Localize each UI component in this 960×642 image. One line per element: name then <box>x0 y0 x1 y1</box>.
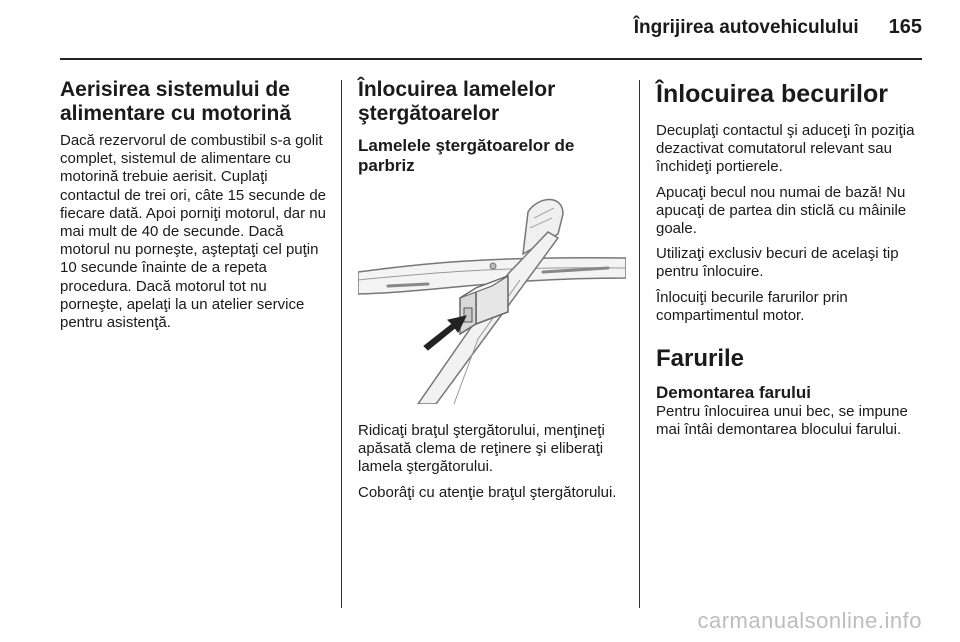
section-heading-bulbs: Înlocuirea becurilor <box>656 80 889 108</box>
section-heading-wiper <box>358 78 626 126</box>
column-divider-1 <box>341 80 342 608</box>
subheading-line: parbriz <box>358 156 415 175</box>
heading-line: ştergătoarelor <box>358 102 500 125</box>
bulbs-paragraph-1: Decuplaţi contactul şi aduceţi în poziţia dezactivat comutatorul relevant sau închideţi portierele. <box>656 122 915 176</box>
headlight-paragraph: Pentru înlocuirea unui bec, se impune mai întâi demontarea blocului farului. <box>656 403 908 439</box>
bulbs-paragraph-4: Înlocuiţi becurile farurilor prin compartimentul motor. <box>656 288 848 324</box>
watermark: carmanualsonline.info <box>697 608 922 633</box>
running-title: Îngrijirea autovehiculului <box>633 17 859 38</box>
column-3 <box>656 78 924 446</box>
wiper-illustration <box>358 194 626 404</box>
wiper-step-2: Coborâţi cu atenţie braţul ştergătorului. <box>358 483 617 501</box>
wiper-step-1: Ridicaţi braţul ştergătorului, menţineţi apăsată clema de reţinere şi eliberaţi lamela ştergătorului. <box>358 422 605 476</box>
column-divider-2 <box>639 80 640 608</box>
subheading-windscreen-blades <box>358 136 626 176</box>
page-header <box>634 16 922 39</box>
subheading-headlight-removal: Demontarea farului <box>656 383 811 403</box>
heading-line: alimentare cu motorină <box>60 102 292 125</box>
page-number: 165 <box>888 16 922 38</box>
heading-line: Aerisirea sistemului de <box>60 78 290 101</box>
bulbs-paragraph-3: Utilizaţi exclusiv becuri de acelaşi tip pentru înlocuire. <box>656 245 899 281</box>
section-heading-fuel <box>60 78 328 126</box>
fuel-bleed-paragraph: Dacă rezervorul de combustibil s-a golit complet, sistemul de alimentare cu motorină trebuie aerisit. Cuplaţi contactul de trei ori, câte 15 secunde de fiecare dată. Apoi porniţi motorul, dar nu mai mult de 40 de secunde. Dacă motorul nu porneşte, aşteptaţi cel puţin 10 secunde înainte de a repeta procedura. Dacă motorul tot nu porneşte, apelaţi la un atelier service pentru asistenţă. <box>60 132 327 332</box>
bulbs-paragraph-2: Apucaţi becul nou numai de bază! Nu apucaţi de partea din sticlă cu mâinile goale. <box>656 183 907 238</box>
wiper-blade-drawing <box>358 194 626 404</box>
heading-line: Înlocuirea lamelelor <box>358 78 556 101</box>
section-heading-headlights: Farurile <box>656 345 745 373</box>
subheading-line: Lamelele ştergătoarelor de <box>358 136 575 155</box>
column-1 <box>60 78 328 339</box>
column-2 <box>358 78 626 509</box>
header-rule <box>60 58 922 60</box>
